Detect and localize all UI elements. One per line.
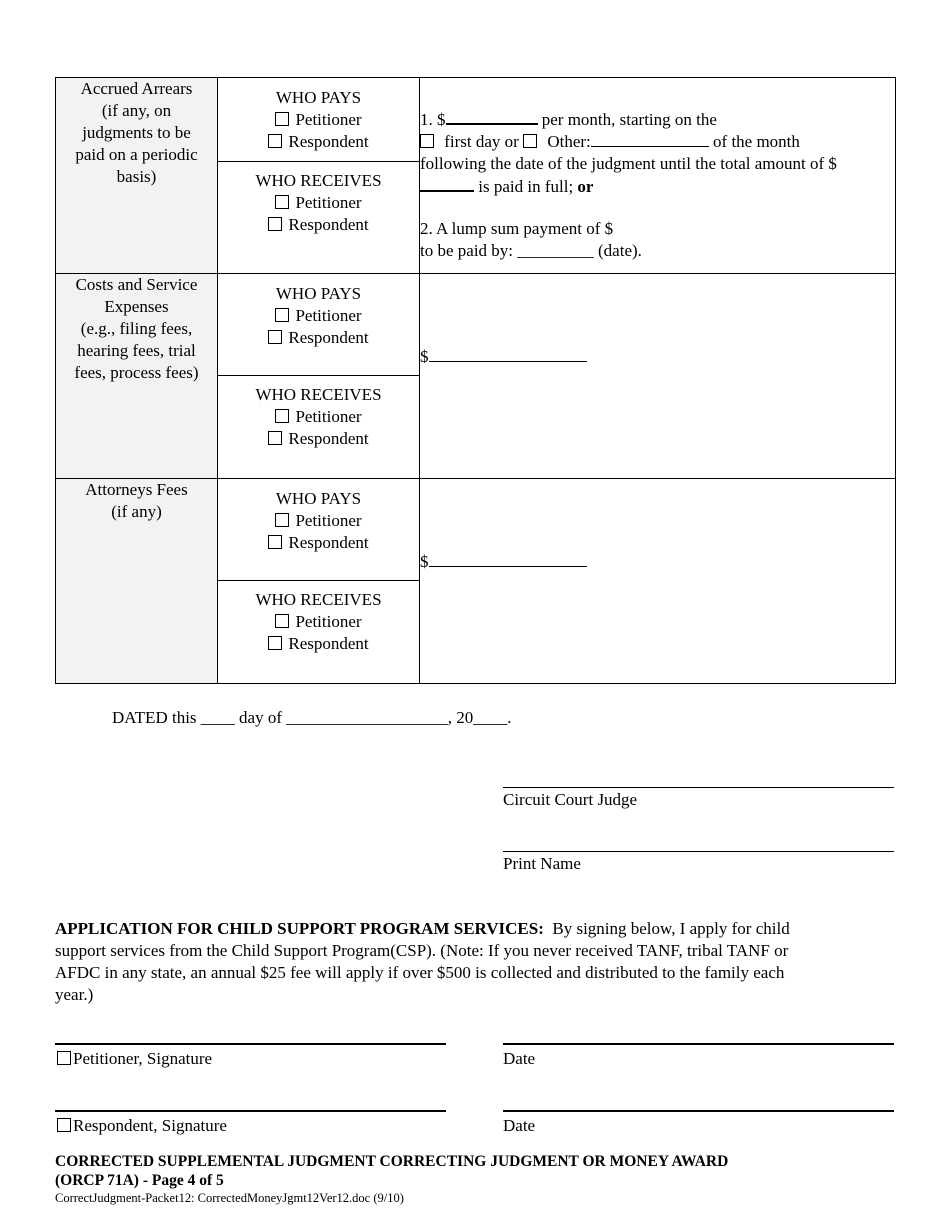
checkbox[interactable] xyxy=(57,1051,71,1065)
checkbox[interactable] xyxy=(268,535,282,549)
costs-amount: $ xyxy=(420,274,896,479)
respondent-signature-line[interactable] xyxy=(55,1110,446,1112)
who-receives-heading: WHO RECEIVES xyxy=(255,171,382,190)
checkbox[interactable] xyxy=(268,330,282,344)
who-receives-group: WHO RECEIVES Petitioner Respondent xyxy=(218,162,419,273)
judge-label: Circuit Court Judge xyxy=(503,790,638,809)
total-amount-blank[interactable] xyxy=(420,175,474,192)
print-name-label: Print Name xyxy=(503,854,581,873)
date-label: Date xyxy=(503,1116,536,1135)
checkbox[interactable] xyxy=(57,1118,71,1132)
row-label-attorneys-fees: Attorneys Fees (if any) xyxy=(56,479,218,684)
who-pays-group: WHO PAYS Petitioner Respondent xyxy=(218,479,419,581)
checkbox[interactable] xyxy=(268,217,282,231)
who-pays-group: WHO PAYS Petitioner Respondent xyxy=(218,274,419,376)
costs-amount-blank[interactable] xyxy=(429,346,587,362)
who-cell xyxy=(218,274,420,479)
checkbox[interactable] xyxy=(275,409,289,423)
table-row xyxy=(56,479,896,684)
checkbox[interactable] xyxy=(268,431,282,445)
petitioner-signature-line[interactable] xyxy=(55,1043,446,1045)
who-receives-heading: WHO RECEIVES xyxy=(255,590,382,609)
row-label-accrued-arrears: Accrued Arrears (if any, on judgments to be paid on a periodic basis) xyxy=(56,78,218,274)
who-pays-group: WHO PAYS Petitioner Respondent xyxy=(218,78,419,162)
date-line[interactable] xyxy=(503,1043,894,1045)
award-table xyxy=(55,77,896,684)
print-name-line[interactable] xyxy=(503,851,894,852)
checkbox[interactable] xyxy=(523,134,537,148)
respondent-signature: Respondent, Signature xyxy=(57,1115,227,1137)
checkbox[interactable] xyxy=(420,134,434,148)
checkbox[interactable] xyxy=(275,308,289,322)
footer-file: CorrectJudgment-Packet12: CorrectedMoneyJgmt12Ver12.doc (9/10) xyxy=(55,1191,404,1205)
date-label: Date xyxy=(503,1049,536,1068)
application-section: APPLICATION FOR CHILD SUPPORT PROGRAM SERVICES: By signing below, I apply for child support services from the Child Support Program(CSP). (Note: If you never received TANF, tribal TANF or AFDC in any state, an annual $25 fee will apply if over $500 is collected and distributed to the family each year.) xyxy=(55,919,790,1004)
checkbox[interactable] xyxy=(275,513,289,527)
application-heading: APPLICATION FOR CHILD SUPPORT PROGRAM SERVICES: xyxy=(55,919,544,938)
footer-title: CORRECTED SUPPLEMENTAL JUDGMENT CORRECTING JUDGMENT OR MONEY AWARD (ORCP 71A) - Page 4 of 5 xyxy=(55,1153,729,1189)
table-row xyxy=(56,274,896,479)
date-line[interactable] xyxy=(503,1110,894,1112)
table-row xyxy=(56,78,896,274)
monthly-amount-blank[interactable] xyxy=(446,108,538,125)
arrears-terms: 1. $ per month, starting on the first day or Other: of the month following the date of the judgment until the total amount of $ is paid in full; or 2. A lump sum payment of $ to be paid by: _________ (date). xyxy=(420,78,896,274)
checkbox[interactable] xyxy=(275,614,289,628)
checkbox[interactable] xyxy=(268,636,282,650)
checkbox[interactable] xyxy=(268,134,282,148)
petitioner-signature: Petitioner, Signature xyxy=(57,1048,212,1070)
checkbox[interactable] xyxy=(275,112,289,126)
who-receives-group: WHO RECEIVES Petitioner Respondent xyxy=(218,581,419,683)
judge-signature-line[interactable] xyxy=(503,787,894,788)
who-pays-heading: WHO PAYS xyxy=(275,489,362,508)
attorneys-amount-blank[interactable] xyxy=(429,551,587,567)
who-cell xyxy=(218,479,420,684)
who-receives-heading: WHO RECEIVES xyxy=(255,385,382,404)
who-pays-heading: WHO PAYS xyxy=(275,88,362,107)
who-pays-heading: WHO PAYS xyxy=(275,284,362,303)
row-label-costs: Costs and Service Expenses (e.g., filing fees, hearing fees, trial fees, process fees) xyxy=(56,274,218,479)
attorneys-amount: $ xyxy=(420,479,896,684)
checkbox[interactable] xyxy=(275,195,289,209)
who-receives-group: WHO RECEIVES Petitioner Respondent xyxy=(218,376,419,478)
other-day-blank[interactable] xyxy=(591,131,709,147)
dated-line: DATED this ____ day of ___________________, 20____. xyxy=(112,708,512,727)
who-cell xyxy=(218,78,420,274)
